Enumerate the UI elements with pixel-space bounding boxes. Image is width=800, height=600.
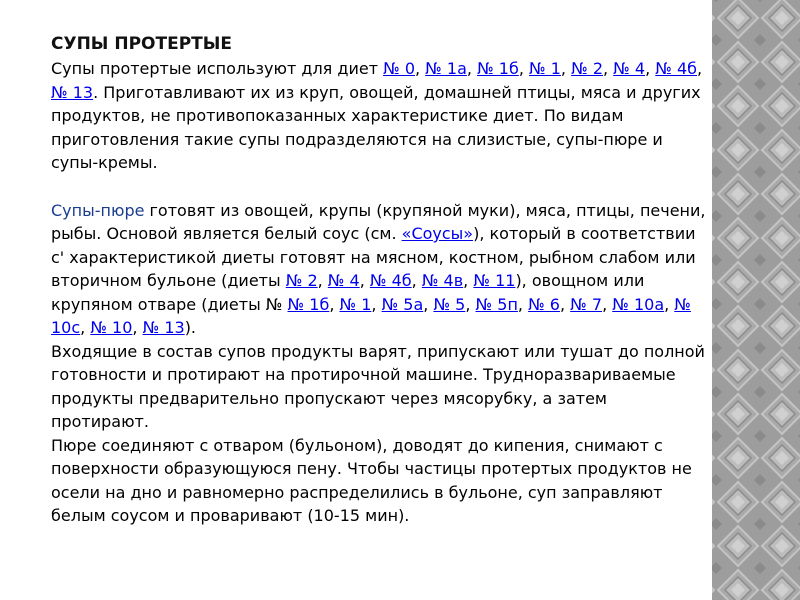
diet-link-a-11[interactable]: № 11 <box>473 271 516 290</box>
diet-link-b-6[interactable]: № 6 <box>528 294 560 314</box>
diet-link-b-10[interactable]: № 10 <box>90 318 133 337</box>
slide-content <box>51 32 706 528</box>
paragraph-intro: Супы протертые используют для диет № 0, № 1а, № 1б, № 1, № 2, № 4, № 4б, № 13. Приготавливают их из круп, овощей, домашней птицы, мяса и других продуктов, не противопоказанных характеристике диет. По видам приготовления такие супы подразделяются на слизистые, супы-пюре и супы-кремы. <box>51 59 703 172</box>
diet-link-b-1[interactable]: № 1 <box>339 294 372 314</box>
diet-link-b-5[interactable]: № 5 <box>433 294 466 314</box>
diet-link-13[interactable]: № 13 <box>51 82 94 102</box>
intro-tail: . Приготавливают их из круп, овощей, домашней птицы, мяса и других продуктов, не противопоказанных характеристике диет. По видам приготовления такие супы подразделяются на слизистые, супы-пюре и супы-кремы. <box>51 82 701 172</box>
puree-term: Супы-пюре <box>51 200 145 220</box>
diet-link-b-5p[interactable]: № 5п <box>475 294 518 314</box>
diet-link-a-4b[interactable]: № 4б <box>369 271 412 290</box>
puree-text-2: ), который в соответствии с' характеристикой диеты готовят на мясном, костном, рыбном слабом или вторичном бульоне (диеты <box>51 224 696 290</box>
decorative-pattern-strip <box>712 0 800 600</box>
diet-link-b-1b[interactable]: № 1б <box>287 294 330 314</box>
paragraph-puree: Супы-пюре готовят из овощей, крупы (крупяной муки), мяса, птицы, печени, рыбы. Основой является белый соус (см. «Соусы»), который в соответствии с' характеристикой диеты готовят на мясном, костном, рыбном слабом или вторичном бульоне (диеты № 2, № 4, № 4б, № 4в, № 11), овощном или крупяном отваре (диеты № № 1б, № 1, № 5а, № 5, № 5п, № 6, № 7, № 10а, № 10с, № 10, № 13). <box>51 200 706 337</box>
diet-link-a-4[interactable]: № 4 <box>327 271 360 290</box>
diet-link-0[interactable]: № 0 <box>383 59 415 78</box>
diamond-pattern-icon <box>712 0 800 600</box>
diet-link-b-13[interactable]: № 13 <box>142 318 185 337</box>
puree-text-3: ), овощном или крупяном отваре (диеты № <box>51 271 645 314</box>
diet-link-b-10s[interactable]: № 10с <box>51 294 691 337</box>
diet-link-b-7[interactable]: № 7 <box>570 294 603 314</box>
paragraph-finishing: Пюре соединяют с отваром (бульоном), доводят до кипения, снимают с поверхности образующуюся пену. Чтобы частицы протертых продуктов не осели на дно и равномерно распределились в бульоне, суп заправляют белым соусом и проваривают (10-15 мин). <box>51 435 692 525</box>
paragraph-gap <box>51 175 706 199</box>
diet-link-b-10a[interactable]: № 10а <box>612 294 665 314</box>
diet-link-4[interactable]: № 4 <box>613 59 646 78</box>
diet-link-b-5a[interactable]: № 5а <box>381 294 424 314</box>
diet-link-1a[interactable]: № 1а <box>425 59 467 78</box>
sauces-link[interactable]: «Соусы» <box>401 224 474 243</box>
puree-text-4: ). <box>184 318 197 337</box>
diet-link-a-2[interactable]: № 2 <box>285 271 318 290</box>
diet-link-2[interactable]: № 2 <box>571 59 603 78</box>
diet-link-1[interactable]: № 1 <box>529 59 561 78</box>
puree-text-1: готовят из овощей, крупы (крупяной муки), мяса, птицы, печени, рыбы. Основой является белый соус (см. <box>51 200 706 243</box>
paragraph-cooking: Входящие в состав супов продукты варят, припускают или тушат до полной готовности и протирают на протирочной машине. Трудноразвариваемые продукты предварительно пропускают через мясорубку, а затем протирают. <box>51 341 705 431</box>
slide-title: СУПЫ ПРОТЕРТЫЕ <box>51 34 232 54</box>
diet-link-1b[interactable]: № 1б <box>477 59 519 78</box>
intro-lead: Супы протертые используют для диет <box>51 59 384 78</box>
diet-link-a-4v[interactable]: № 4в <box>421 271 464 290</box>
diet-link-4b[interactable]: № 4б <box>655 59 698 78</box>
